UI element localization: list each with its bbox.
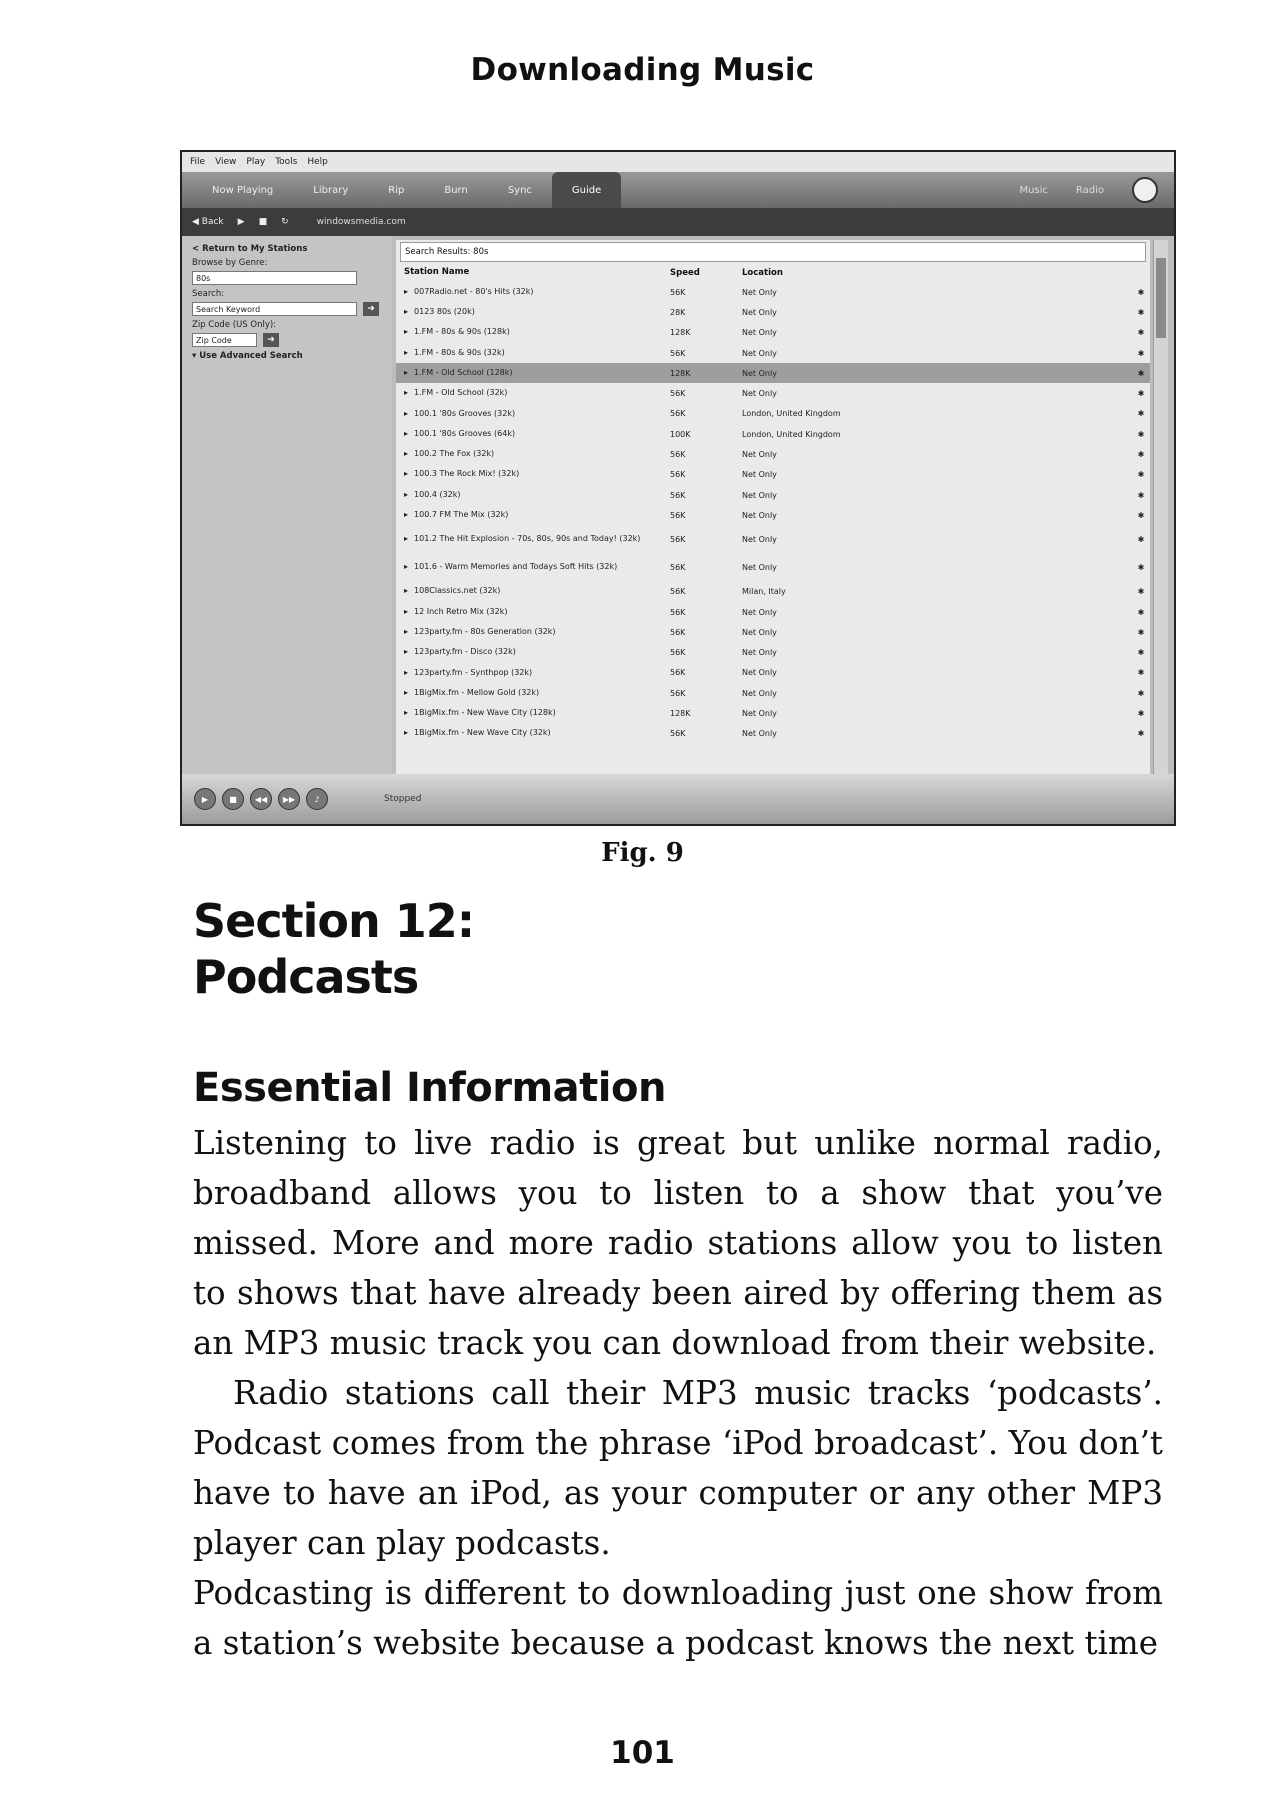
add-station-icon[interactable]: ✱ <box>1137 328 1145 338</box>
table-row[interactable] <box>396 703 1150 723</box>
station-name: 1.FM - 80s & 90s (32k) <box>414 347 505 357</box>
add-station-icon[interactable]: ✱ <box>1137 510 1145 520</box>
add-station-icon[interactable]: ✱ <box>1137 627 1145 637</box>
paragraph: Podcasting is different to downloading just one show from a station’s website because a podcast knows the next time <box>193 1574 1163 1662</box>
table-row[interactable] <box>396 282 1150 302</box>
speed-cell: 56K <box>670 627 686 637</box>
table-row[interactable] <box>396 642 1150 662</box>
speed-cell: 56K <box>670 510 686 520</box>
table-row[interactable] <box>396 383 1150 403</box>
play-icon[interactable]: ▶ <box>194 788 216 810</box>
table-row[interactable] <box>396 465 1150 485</box>
section-number: Section 12: <box>193 894 475 948</box>
add-station-icon[interactable]: ✱ <box>1137 307 1145 317</box>
station-name: 100.1 '80s Grooves (32k) <box>414 408 516 418</box>
expand-icon[interactable]: ▸ <box>404 489 409 499</box>
station-name-cell <box>404 430 670 439</box>
expand-icon[interactable]: ▸ <box>404 562 409 572</box>
table-row[interactable] <box>396 554 1150 582</box>
browse-genre-label: Browse by Genre: <box>192 258 268 268</box>
tab-library[interactable]: Library <box>313 184 349 196</box>
paragraph: Listening to live radio is great but unlike normal radio, broadband allows you to listen to a show that you’ve missed. More and more radio stations allow you to listen to shows that have already been aired by offering them as an MP3 music track you can download from their website. <box>193 1124 1163 1362</box>
zip-placeholder: Zip Code <box>196 335 232 345</box>
location-cell: Net Only <box>742 368 777 378</box>
expand-icon[interactable]: ▸ <box>404 687 409 697</box>
location-cell: London, United Kingdom <box>742 429 841 439</box>
speed-cell: 56K <box>670 563 686 573</box>
add-station-icon[interactable]: ✱ <box>1137 490 1145 500</box>
station-name: 123party.fm - Synthpop (32k) <box>414 667 533 677</box>
station-name: 1BigMix.fm - Mellow Gold (32k) <box>414 687 540 697</box>
genre-select[interactable] <box>192 271 357 285</box>
speed-cell: 56K <box>670 688 686 698</box>
station-name: 101.6 - Warm Memories and Todays Soft Hits (32k) <box>414 562 618 572</box>
next-icon[interactable]: ▶▶ <box>278 788 300 810</box>
stop-icon[interactable]: ■ <box>258 217 268 227</box>
expand-icon[interactable]: ▸ <box>404 586 409 596</box>
col-speed[interactable]: Speed <box>670 268 700 278</box>
expand-icon[interactable]: ▸ <box>404 667 409 677</box>
station-name-cell <box>404 288 670 297</box>
expand-icon[interactable]: ▸ <box>404 347 409 357</box>
location-cell: Net Only <box>742 490 777 500</box>
table-row[interactable] <box>396 582 1150 602</box>
add-station-icon[interactable]: ✱ <box>1137 535 1145 545</box>
speed-cell: 56K <box>670 490 686 500</box>
location-cell: Net Only <box>742 287 777 297</box>
expand-icon[interactable]: ▸ <box>404 327 409 337</box>
search-go-button[interactable]: ➜ <box>363 302 379 316</box>
service-tabs <box>1019 177 1174 203</box>
table-row[interactable] <box>396 323 1150 343</box>
table-row[interactable] <box>396 444 1150 464</box>
media-player-screenshot <box>180 150 1176 826</box>
station-name: 101.2 The Hit Explosion - 70s, 80s, 90s and Today! (32k) <box>414 534 641 544</box>
expand-icon[interactable]: ▸ <box>404 408 409 418</box>
online-stores-icon[interactable] <box>1132 177 1158 203</box>
section-name: Podcasts <box>193 950 419 1004</box>
speed-cell: 56K <box>670 729 686 739</box>
location-cell: Net Only <box>742 668 777 678</box>
station-name-cell <box>404 491 670 500</box>
station-name-cell <box>404 709 670 718</box>
station-name: 100.4 (32k) <box>414 489 461 499</box>
return-to-stations-link[interactable]: < Return to My Stations <box>192 244 308 254</box>
speed-cell: 56K <box>670 535 686 545</box>
running-head: Downloading Music <box>470 52 815 88</box>
expand-icon[interactable]: ▸ <box>404 428 409 438</box>
station-name: 1BigMix.fm - New Wave City (32k) <box>414 728 551 738</box>
expand-icon[interactable]: ▸ <box>404 449 409 459</box>
station-name: 007Radio.net - 80's Hits (32k) <box>414 286 534 296</box>
mute-icon[interactable]: ♪ <box>306 788 328 810</box>
speed-cell: 56K <box>670 450 686 460</box>
location-cell: Net Only <box>742 535 777 545</box>
station-name: 1.FM - Old School (128k) <box>414 367 513 377</box>
expand-icon[interactable]: ▸ <box>404 388 409 398</box>
expand-icon[interactable]: ▸ <box>404 534 409 544</box>
expand-icon[interactable]: ▸ <box>404 626 409 636</box>
expand-icon[interactable]: ▸ <box>404 606 409 616</box>
add-station-icon[interactable]: ✱ <box>1137 287 1145 297</box>
advanced-search-link[interactable]: ▾ Use Advanced Search <box>192 351 303 361</box>
station-name: 100.3 The Rock Mix! (32k) <box>414 469 520 479</box>
search-results-title: Search Results: 80s <box>400 242 1146 262</box>
add-station-icon[interactable]: ✱ <box>1137 668 1145 678</box>
expand-icon[interactable]: ▸ <box>404 647 409 657</box>
add-station-icon[interactable]: ✱ <box>1137 587 1145 597</box>
station-name-cell <box>404 410 670 419</box>
navigation-bar <box>182 208 1174 236</box>
menu-play[interactable]: Play <box>246 157 266 167</box>
results-scrollbar[interactable] <box>1153 240 1168 774</box>
speed-cell: 56K <box>670 648 686 658</box>
expand-icon[interactable]: ▸ <box>404 728 409 738</box>
search-input[interactable] <box>192 302 357 316</box>
table-row[interactable] <box>396 363 1150 383</box>
expand-icon[interactable]: ▸ <box>404 307 409 317</box>
search-placeholder: Search Keyword <box>196 304 261 314</box>
add-station-icon[interactable]: ✱ <box>1137 688 1145 698</box>
back-button[interactable]: ◀ Back <box>192 217 224 227</box>
add-station-icon[interactable]: ✱ <box>1137 563 1145 573</box>
expand-icon[interactable]: ▸ <box>404 708 409 718</box>
col-station-name[interactable]: Station Name <box>404 267 470 278</box>
forward-icon[interactable]: ▶ <box>237 217 245 227</box>
location-cell: Net Only <box>742 348 777 358</box>
station-name-cell <box>404 328 670 337</box>
add-station-icon[interactable]: ✱ <box>1137 368 1145 378</box>
station-list <box>396 282 1150 744</box>
station-name-cell <box>404 369 670 378</box>
menu-tools[interactable]: Tools <box>275 157 298 167</box>
station-name-cell <box>404 470 670 479</box>
location-cell: Net Only <box>742 708 777 718</box>
scrollbar-thumb[interactable] <box>1156 258 1166 338</box>
station-name: 100.7 FM The Mix (32k) <box>414 510 509 520</box>
stop-button-icon[interactable]: ■ <box>222 788 244 810</box>
station-name-cell <box>404 349 670 358</box>
speed-cell: 28K <box>670 307 686 317</box>
speed-cell: 56K <box>670 409 686 419</box>
location-cell: Net Only <box>742 563 777 573</box>
speed-cell: 128K <box>670 328 691 338</box>
station-name-cell <box>404 587 670 596</box>
station-name-cell <box>404 648 670 657</box>
add-station-icon[interactable]: ✱ <box>1137 348 1145 358</box>
expand-icon[interactable]: ▸ <box>404 469 409 479</box>
location-cell: Net Only <box>742 607 777 617</box>
table-row[interactable] <box>396 505 1150 525</box>
menu-view[interactable]: View <box>215 157 237 167</box>
search-label: Search: <box>192 289 225 299</box>
subheading: Essential Information <box>193 1065 666 1111</box>
station-name-cell <box>404 511 670 520</box>
location-cell: Net Only <box>742 648 777 658</box>
previous-icon[interactable]: ◀◀ <box>250 788 272 810</box>
location-cell: London, United Kingdom <box>742 409 841 419</box>
station-name-cell <box>404 308 670 317</box>
location-cell: Net Only <box>742 328 777 338</box>
paragraph: Radio stations call their MP3 music tracks ‘podcasts’. Podcast comes from the phrase ‘iPod broadcast’. You don’t have to have an iPod, as your computer or any other MP3 player can play podcasts. <box>193 1374 1163 1562</box>
speed-cell: 56K <box>670 607 686 617</box>
table-row[interactable] <box>396 724 1150 744</box>
table-row[interactable] <box>396 404 1150 424</box>
add-station-icon[interactable]: ✱ <box>1137 450 1145 460</box>
speed-cell: 56K <box>670 348 686 358</box>
playback-controls <box>182 774 1174 824</box>
playback-status: Stopped <box>384 794 422 804</box>
tab-burn[interactable]: Burn <box>444 184 468 196</box>
station-name: 12 Inch Retro Mix (32k) <box>414 606 508 616</box>
tab-now-playing[interactable]: Now Playing <box>212 184 274 196</box>
station-name: 1.FM - Old School (32k) <box>414 388 508 398</box>
speed-cell: 56K <box>670 587 686 597</box>
add-station-icon[interactable]: ✱ <box>1137 389 1145 399</box>
speed-cell: 56K <box>670 389 686 399</box>
station-name: 123party.fm - 80s Generation (32k) <box>414 626 556 636</box>
station-name: 100.2 The Fox (32k) <box>414 449 495 459</box>
add-station-icon[interactable]: ✱ <box>1137 470 1145 480</box>
speed-cell: 128K <box>670 368 691 378</box>
station-name-cell <box>404 389 670 398</box>
genre-value: 80s <box>196 273 211 283</box>
advanced-label: Use Advanced Search <box>199 351 303 361</box>
add-station-icon[interactable]: ✱ <box>1137 429 1145 439</box>
table-row[interactable] <box>396 683 1150 703</box>
location-cell: Milan, Italy <box>742 587 786 597</box>
tab-sync[interactable]: Sync <box>507 184 532 196</box>
zip-go-button[interactable]: ➜ <box>263 333 279 347</box>
address-url: windowsmedia.com <box>316 217 406 227</box>
menu-file[interactable]: File <box>190 157 206 167</box>
table-row[interactable] <box>396 526 1150 554</box>
results-header <box>396 264 1150 282</box>
table-row[interactable] <box>396 602 1150 622</box>
location-cell: Net Only <box>742 627 777 637</box>
station-name: 1.FM - 80s & 90s (128k) <box>414 327 510 337</box>
station-name: 0123 80s (20k) <box>414 307 475 317</box>
add-station-icon[interactable]: ✱ <box>1137 607 1145 617</box>
expand-icon[interactable]: ▸ <box>404 510 409 520</box>
add-station-icon[interactable]: ✱ <box>1137 648 1145 658</box>
speed-cell: 128K <box>670 708 691 718</box>
location-cell: Net Only <box>742 450 777 460</box>
section-title <box>193 893 474 1005</box>
speed-cell: 100K <box>670 429 691 439</box>
speed-cell: 56K <box>670 668 686 678</box>
location-cell: Net Only <box>742 688 777 698</box>
tab-guide[interactable]: Guide <box>552 172 621 208</box>
station-name-cell <box>404 608 670 617</box>
expand-icon[interactable]: ▸ <box>404 286 409 296</box>
zip-input[interactable] <box>192 333 257 347</box>
zip-label: Zip Code (US Only): <box>192 320 277 330</box>
station-name-cell <box>404 563 670 572</box>
refresh-icon[interactable]: ↻ <box>281 217 289 227</box>
location-cell: Net Only <box>742 510 777 520</box>
table-row[interactable] <box>396 343 1150 363</box>
station-name-cell <box>404 689 670 698</box>
add-station-icon[interactable]: ✱ <box>1137 708 1145 718</box>
station-name: 123party.fm - Disco (32k) <box>414 647 516 657</box>
menu-bar <box>182 152 1174 172</box>
station-name: 1BigMix.fm - New Wave City (128k) <box>414 708 556 718</box>
table-row[interactable] <box>396 424 1150 444</box>
add-station-icon[interactable]: ✱ <box>1137 409 1145 419</box>
table-row[interactable] <box>396 302 1150 322</box>
station-name: 108Classics.net (32k) <box>414 586 501 596</box>
location-cell: Net Only <box>742 307 777 317</box>
station-name-cell <box>404 669 670 678</box>
expand-icon[interactable]: ▸ <box>404 367 409 377</box>
table-row[interactable] <box>396 485 1150 505</box>
station-results <box>396 240 1150 774</box>
tab-rip[interactable]: Rip <box>388 184 405 196</box>
figure-caption: Fig. 9 <box>601 838 684 868</box>
location-cell: Net Only <box>742 470 777 480</box>
station-name-cell <box>404 450 670 459</box>
location-cell: Net Only <box>742 389 777 399</box>
station-name: 100.1 '80s Grooves (64k) <box>414 428 516 438</box>
station-name-cell <box>404 729 670 738</box>
table-row[interactable] <box>396 622 1150 642</box>
body-text <box>193 1118 1163 1668</box>
speed-cell: 56K <box>670 287 686 297</box>
task-bar <box>182 172 1174 208</box>
location-cell: Net Only <box>742 729 777 739</box>
menu-help[interactable]: Help <box>307 157 328 167</box>
col-location[interactable]: Location <box>742 268 783 278</box>
table-row[interactable] <box>396 663 1150 683</box>
station-search-panel <box>182 236 392 774</box>
station-name-cell <box>404 628 670 637</box>
add-station-icon[interactable]: ✱ <box>1137 729 1145 739</box>
speed-cell: 56K <box>670 470 686 480</box>
station-name-cell <box>404 535 670 544</box>
page-number: 101 <box>610 1735 675 1771</box>
tab-radio[interactable]: Radio <box>1075 184 1104 196</box>
back-label: Back <box>201 217 224 227</box>
tab-music[interactable]: Music <box>1019 184 1048 196</box>
